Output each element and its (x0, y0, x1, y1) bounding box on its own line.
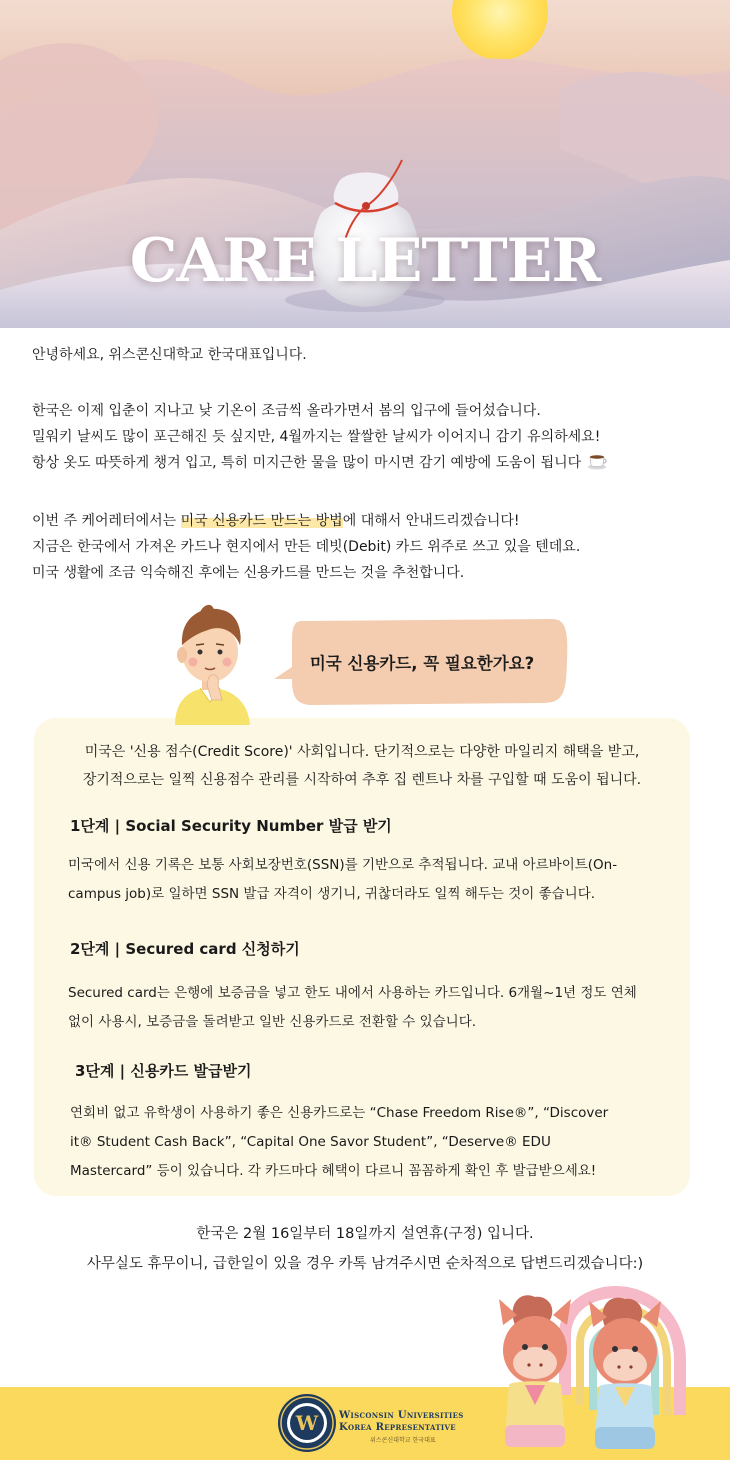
step-line: campus job)로 일하면 SSN 발급 자격이 생기니, 귀찮더라도 일찍 해두는 것이 좋습니다. (68, 886, 596, 902)
step-line: 연회비 없고 유학생이 사용하기 좋은 신용카드로는 “Chase Freedom Rise®”, “Discover (70, 1105, 609, 1121)
weather-line (32, 450, 712, 479)
card-intro (0, 738, 724, 794)
weather-line: 한국은 이제 입춘이 지나고 낮 기온이 조금씩 올라가면서 봄의 입구에 들어섰습니다. (32, 403, 541, 419)
org-name-line2: Korea Representative (339, 1422, 456, 1433)
weather-line: 밀워키 날씨도 많이 포근해진 듯 싶지만, 4월까지는 쌀쌀한 날씨가 이어지니 감기 유의하세요! (32, 429, 601, 445)
step-1-body (68, 851, 668, 909)
greeting: 안녕하세요, 위스콘신대학교 한국대표입니다. (32, 347, 307, 363)
topic-line: 지금은 한국에서 가져온 카드나 현지에서 만든 데빗(Debit) 카드 위주로 쓰고 있을 텐데요. (32, 539, 581, 555)
step-3-body (70, 1099, 670, 1186)
weather-line-text: 항상 옷도 따뜻하게 챙겨 입고, 특히 미지근한 물을 많이 마시면 감기 예방에 도움이 됩니다 (32, 455, 582, 471)
card-intro-line: 장기적으로는 일찍 신용점수 관리를 시작하여 추후 집 렌트나 차를 구입할 때 도움이 됩니다. (82, 772, 642, 788)
seal-letter: W (295, 1411, 319, 1435)
topic-line: 미국 생활에 조금 익숙해진 후에는 신용카드를 만드는 것을 추천합니다. (32, 565, 465, 581)
topic-suffix: 에 대해서 안내드리겠습니다! (342, 513, 520, 529)
topic-line (32, 508, 712, 534)
org-name-korean: 위스콘신대학교 한국대표 (370, 1437, 436, 1444)
topic-paragraph (32, 508, 712, 586)
bubble-question: 미국 신용카드, 꼭 필요한가요? (309, 654, 535, 673)
step-line: Secured card는 은행에 보증금을 넣고 한도 내에서 사용하는 카드입니다. 6개월~1년 정도 연체 (68, 985, 637, 1001)
thinking-boy-illustration (160, 600, 260, 725)
sun-icon (452, 0, 548, 60)
university-seal-icon (277, 1393, 337, 1453)
topic-highlight: 미국 신용카드 만드는 방법 (180, 513, 343, 529)
step-line: Mastercard” 등이 있습니다. 각 카드마다 혜택이 다르니 꼼꼼하게 확인 후 발급받으세요! (70, 1163, 597, 1179)
closing-line: 사무실도 휴무이니, 급한일이 있을 경우 카톡 남겨주시면 순차적으로 답변드리겠습니다:) (86, 1256, 644, 1272)
step-line: 없이 사용시, 보증금을 돌려받고 일반 신용카드로 전환할 수 있습니다. (68, 1014, 477, 1030)
coffee-cup-icon (588, 452, 608, 479)
closing-line: 한국은 2월 16일부터 18일까지 설연휴(구정) 입니다. (196, 1226, 534, 1242)
weather-paragraph (32, 398, 712, 479)
card-intro-line: 미국은 '신용 점수(Credit Score)' 사회입니다. 단기적으로는 다양한 마일리지 해택을 받고, (84, 744, 640, 760)
hero-title: CARE LETTER (129, 226, 601, 296)
step-3-title: 3단계 | 신용카드 발급받기 (75, 1062, 252, 1080)
org-name-line1: Wisconsin Universities (339, 1410, 464, 1421)
step-1-title: 1단계 | Social Security Number 발급 받기 (70, 817, 392, 835)
step-2-title: 2단계 | Secured card 신청하기 (70, 940, 300, 958)
step-line: it® Student Cash Back”, “Capital One Savor Student”, “Deserve® EDU (70, 1134, 551, 1150)
mascot-illustration (495, 1285, 695, 1455)
topic-prefix: 이번 주 케어레터에서는 (32, 513, 181, 529)
step-line: 미국에서 신용 기록은 보통 사회보장번호(SSN)를 기반으로 추적됩니다. 교내 아르바이트(On- (68, 857, 618, 873)
step-2-body (68, 979, 668, 1037)
hero-banner (0, 0, 730, 328)
